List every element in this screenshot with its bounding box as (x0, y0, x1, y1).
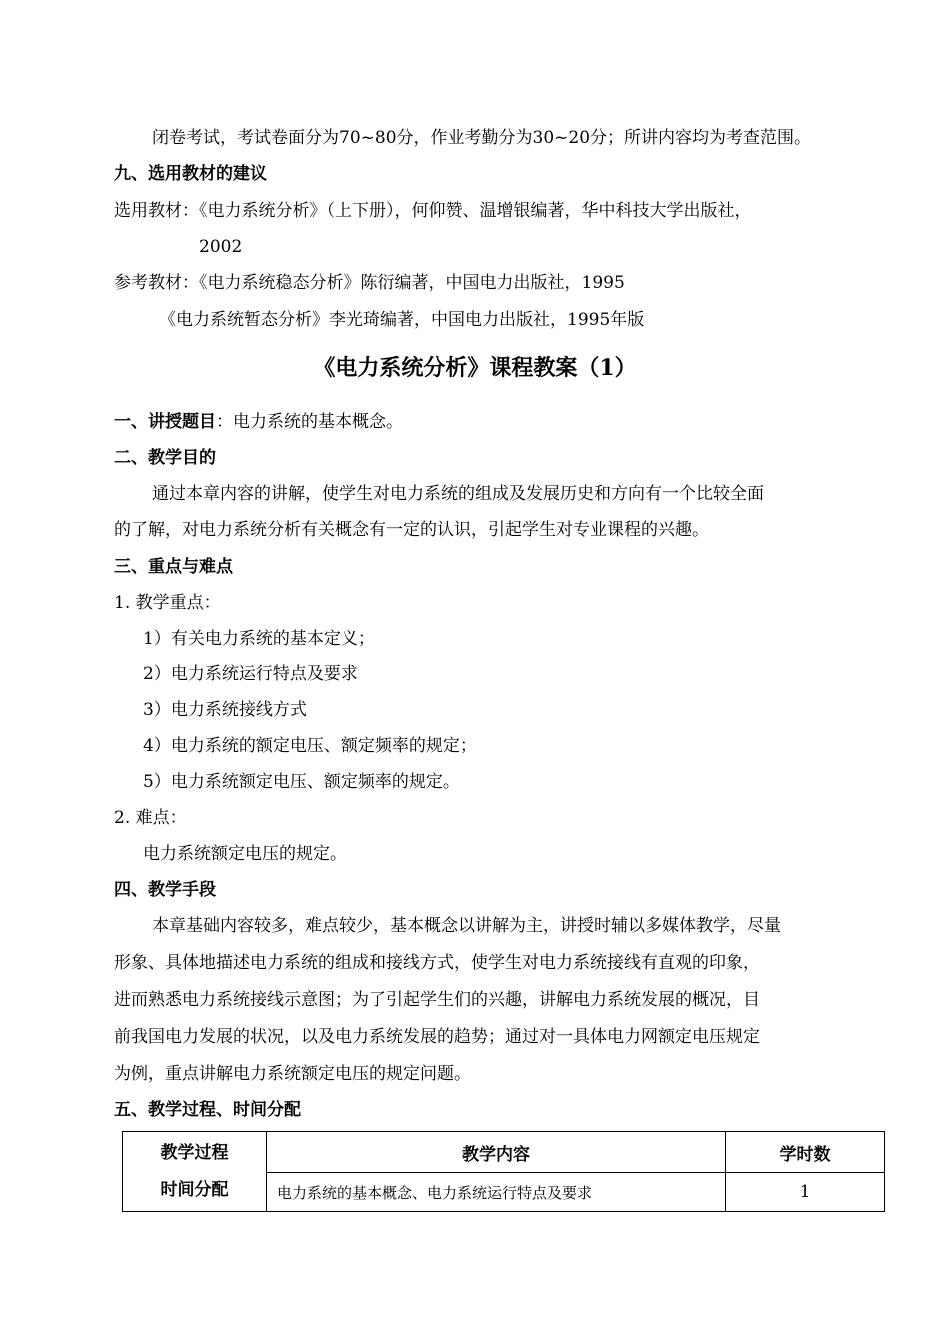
section2-paragraph-line2: 的了解，对电力系统分析有关概念有一定的认识，引起学生对专业课程的兴趣。 (114, 520, 709, 540)
section9-heading: 九、选用教材的建议 (114, 164, 267, 184)
section2-paragraph-line1: 通过本章内容的讲解，使学生对电力系统的组成及发展历史和方向有一个比较全面 (152, 484, 764, 504)
difficulty-label: 2. 难点： (114, 808, 187, 828)
section5-heading: 五、教学过程、时间分配 (114, 1100, 301, 1120)
section1-line (114, 410, 403, 434)
reference-line-2: 《电力系统暂态分析》李光琦编著，中国电力出版社，1995年版 (159, 310, 645, 330)
key-point-item: 4）电力系统的额定电压、额定频率的规定； (143, 736, 477, 756)
key-point-item: 1）有关电力系统的基本定义； (143, 629, 375, 649)
key-point-item: 5）电力系统额定电压、额定频率的规定。 (143, 772, 460, 792)
section3-heading: 三、重点与难点 (114, 557, 233, 577)
section1-heading: 一、讲授题目 (114, 412, 216, 432)
row-hours-cell: 1 (726, 1173, 885, 1212)
table-header-row (123, 1132, 885, 1173)
section4-line: 为例，重点讲解电力系统额定电压的规定问题。 (114, 1064, 471, 1084)
section4-line: 形象、具体地描述电力系统的组成和接线方式，使学生对电力系统接线有直观的印象， (114, 953, 760, 973)
section4-line: 进而熟悉电力系统接线示意图；为了引起学生们的兴趣，讲解电力系统发展的概况，目 (114, 990, 760, 1010)
key-points-label: 1. 教学重点： (114, 593, 221, 613)
time-allocation-label: 时间分配 (160, 1179, 229, 1200)
row-content-cell: 电力系统的基本概念、电力系统运行特点及要求 (267, 1173, 726, 1212)
process-label: 教学过程 (160, 1142, 229, 1163)
textbook-year: 2002 (199, 237, 243, 257)
process-time-cell (123, 1132, 267, 1212)
reference-line: 参考教材：《电力系统稳态分析》陈衍编著，中国电力出版社，1995 (114, 273, 625, 293)
section1-text: ：电力系统的基本概念。 (216, 412, 403, 432)
content-column-header: 教学内容 (267, 1132, 726, 1173)
key-point-item: 3）电力系统接线方式 (143, 700, 307, 720)
section4-line: 本章基础内容较多，难点较少，基本概念以讲解为主，讲授时辅以多媒体教学，尽量 (152, 916, 781, 936)
document-title: 《电力系统分析》课程教案（1） (313, 355, 637, 381)
section4-heading: 四、教学手段 (114, 880, 216, 900)
schedule-table (122, 1131, 885, 1212)
section2-heading: 二、教学目的 (114, 448, 216, 468)
key-point-item: 2）电力系统运行特点及要求 (143, 664, 358, 684)
textbook-line: 选用教材：《电力系统分析》（上下册），何仰赞、温增银编著，华中科技大学出版社， (114, 201, 752, 221)
section4-line: 前我国电力发展的状况，以及电力系统发展的趋势；通过对一具体电力网额定电压规定 (114, 1027, 760, 1047)
difficulty-text: 电力系统额定电压的规定。 (143, 844, 347, 864)
hours-column-header: 学时数 (726, 1132, 885, 1173)
exam-line: 闭卷考试，考试卷面分为70~80分，作业考勤分为30~20分；所讲内容均为考查范围。 (152, 128, 812, 148)
